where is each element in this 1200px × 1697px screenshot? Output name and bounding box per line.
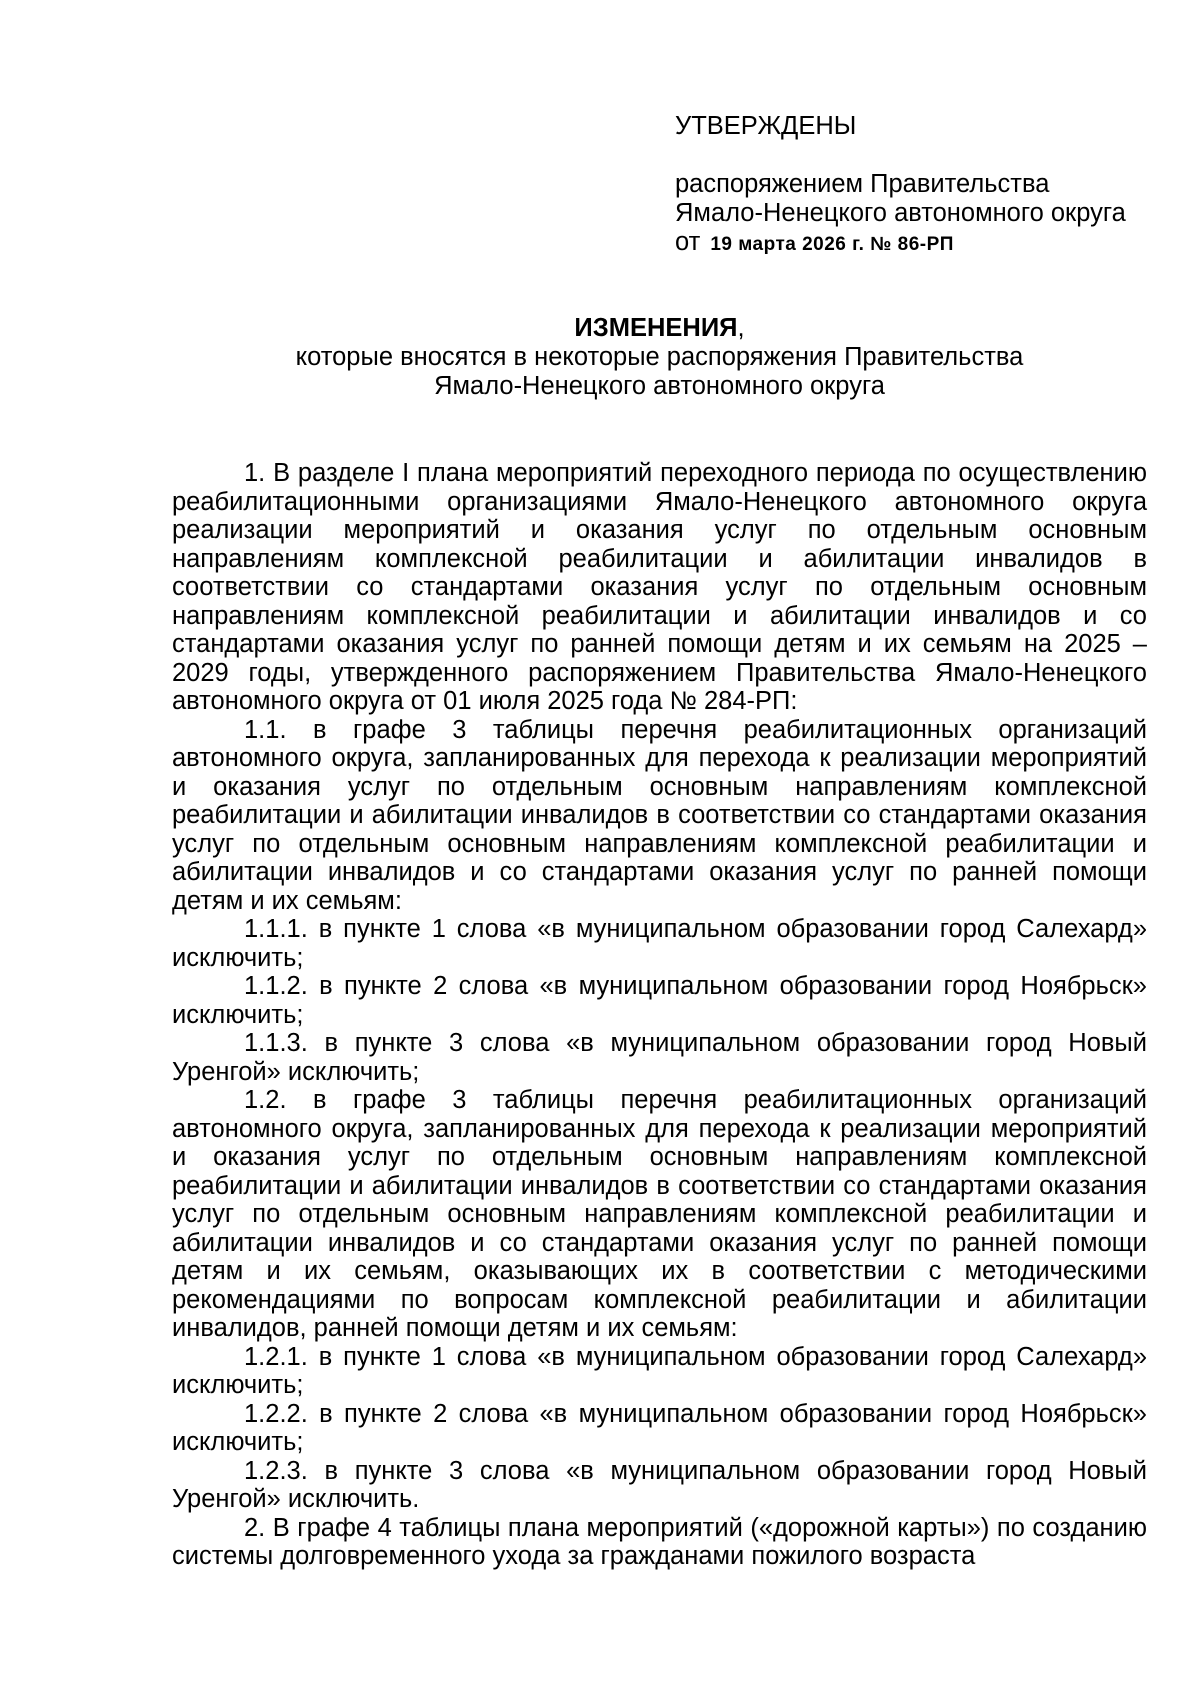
paragraph-2: 2. В графе 4 таблицы плана мероприятий («дорожной карты») по созданию системы долговременного ухода за гражданами пожилого возраста xyxy=(172,1513,1147,1570)
paragraph-1-1-2: 1.1.2. в пункте 2 слова «в муниципальном образовании город Ноябрьск» исключить; xyxy=(172,972,1147,1029)
approval-block xyxy=(675,112,1175,259)
approval-line-1: распоряжением Правительства xyxy=(675,170,1050,198)
approval-date-line xyxy=(675,228,1175,259)
approval-date-prefix: от xyxy=(675,228,701,256)
paragraph-1-2: 1.2. в графе 3 таблицы перечня реабилитационных организаций автономного округа, запланированных для перехода к реализации мероприятий и оказания услуг по отдельным основным направлениям комплексной реабилитации и абилитации инвалидов в соответствии со стандартами оказания услуг по отдельным основным направлениям комплексной реабилитации и абилитации инвалидов и со стандартами оказания услуг по ранней помощи детям и их семьям, оказывающих их в соответствии с методическими рекомендациями по вопросам комплексной реабилитации и абилитации инвалидов, ранней помощи детям и их семьям: xyxy=(172,1086,1147,1342)
document-body xyxy=(172,459,1147,1571)
paragraph-1-2-1: 1.2.1. в пункте 1 слова «в муниципальном образовании город Салехард» исключить; xyxy=(172,1342,1147,1399)
document-title-suffix: , xyxy=(737,314,745,342)
paragraph-1-1-1: 1.1.1. в пункте 1 слова «в муниципальном образовании город Салехард» исключить; xyxy=(172,915,1147,972)
paragraph-1-2-2: 1.2.2. в пункте 2 слова «в муниципальном образовании город Ноябрьск» исключить; xyxy=(172,1399,1147,1456)
document-subtitle-line-2: Ямало-Ненецкого автономного округа xyxy=(434,372,885,400)
approval-heading: УТВЕРЖДЕНЫ xyxy=(675,112,857,140)
paragraph-1-1-3: 1.1.3. в пункте 3 слова «в муниципальном образовании город Новый Уренгой» исключить; xyxy=(172,1029,1147,1086)
document-title-main: ИЗМЕНЕНИЯ xyxy=(574,314,738,342)
paragraph-1-2-3: 1.2.3. в пункте 3 слова «в муниципальном образовании город Новый Уренгой» исключить. xyxy=(172,1456,1147,1513)
paragraph-1: 1. В разделе I плана мероприятий переходного периода по осуществлению реабилитационными организациями Ямало-Ненецкого автономного округа реализации мероприятий и оказания услуг по отдельным основным направлениям комплексной реабилитации и абилитации инвалидов в соответствии со стандартами оказания услуг по отдельным основным направлениям комплексной реабилитации и абилитации инвалидов и со стандартами оказания услуг по ранней помощи детям и их семьям на 2025 – 2029 годы, утвержденного распоряжением Правительства Ямало-Ненецкого автономного округа от 01 июля 2025 года № 284-РП: xyxy=(172,459,1147,715)
document-title xyxy=(172,314,1147,343)
paragraph-1-1: 1.1. в графе 3 таблицы перечня реабилитационных организаций автономного округа, запланированных для перехода к реализации мероприятий и оказания услуг по отдельным основным направлениям комплексной реабилитации и абилитации инвалидов в соответствии со стандартами оказания услуг по отдельным основным направлениям комплексной реабилитации и абилитации инвалидов и со стандартами оказания услуг по ранней помощи детям и их семьям: xyxy=(172,715,1147,915)
approval-date-value: 19 марта 2026 г. № 86-РП xyxy=(710,234,954,255)
document-subtitle-line-1: которые вносятся в некоторые распоряжения Правительства xyxy=(295,343,1024,371)
document-title-block xyxy=(172,314,1147,401)
approval-line-2: Ямало-Ненецкого автономного округа xyxy=(675,199,1126,227)
